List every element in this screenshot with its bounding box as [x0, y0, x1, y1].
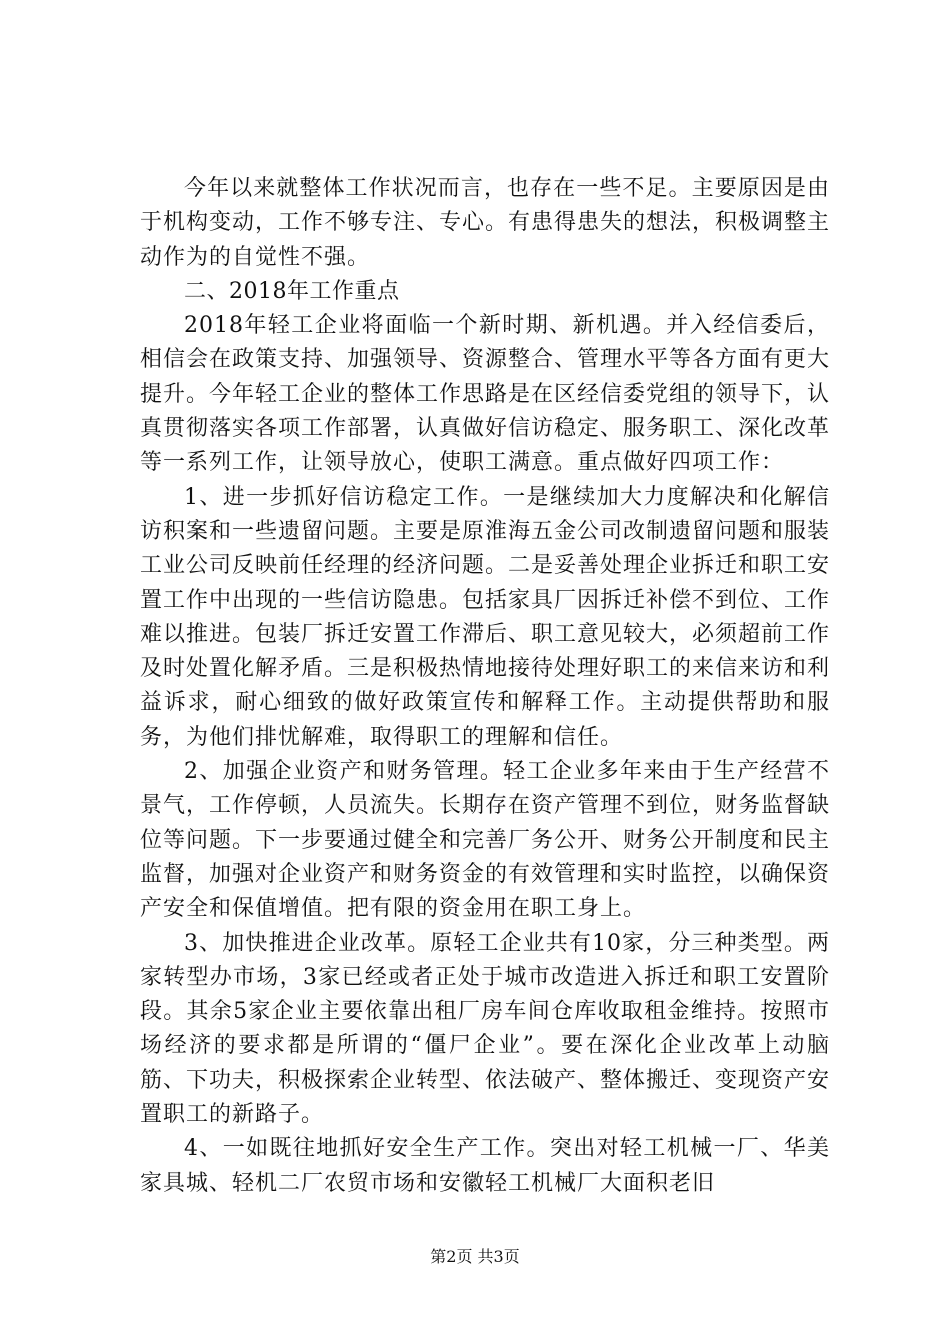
- paragraph-item-4-safety-production: 4、一如既往地抓好安全生产工作。突出对轻工机械一厂、华美家具城、轻机二厂农贸市场和安徽轻工机械厂大面积老旧: [140, 1136, 830, 1196]
- section-heading-2018-priorities: 二、2018年工作重点: [184, 278, 400, 304]
- paragraph-item-1-petition-stability: 1、进一步抓好信访稳定工作。一是继续加大力度解决和化解信访积案和一些遗留问题。主要是原淮海五金公司改制遗留问题和服装工业公司反映前任经理的经济问题。二是妥善处理企业拆迁和职工安置工作中出现的一些信访隐患。包括家具厂因拆迁补偿不到位、工作难以推进。包装厂拆迁安置工作滞后、职工意见较大，必须超前工作及时处置化解矛盾。三是积极热情地接待处理好职工的来信来访和利益诉求，耐心细致的做好政策宣传和解释工作。主动提供帮助和服务，为他们排忧解难，取得职工的理解和信任。: [140, 484, 831, 750]
- paragraph-item-3-enterprise-reform: 3、加快推进企业改革。原轻工企业共有10家，分三种类型。两家转型办市场，3家已经或者正处于城市改造进入拆迁和职工安置阶段。其余5家企业主要依靠出租厂房车间仓库收取租金维持。按照市场经济的要求都是所谓的“僵尸企业”。要在深化企业改革上动脑筋、下功夫，积极探索企业转型、依法破产、整体搬迁、变现资产安置职工的新路子。: [140, 930, 831, 1128]
- page-number-footer: 第2页 共3页: [430, 1247, 520, 1266]
- document-body: [140, 172, 830, 1201]
- paragraph-shortcomings: 今年以来就整体工作状况而言，也存在一些不足。主要原因是由于机构变动，工作不够专注、专心。有患得患失的想法，积极调整主动作为的自觉性不强。: [140, 176, 831, 270]
- paragraph-item-2-asset-finance: 2、加强企业资产和财务管理。轻工企业多年来由于生产经营不景气，工作停顿，人员流失。长期存在资产管理不到位，财务监督缺位等问题。下一步要通过健全和完善厂务公开、财务公开制度和民主监督，加强对企业资产和财务资金的有效管理和实时监控，以确保资产安全和保值增值。把有限的资金用在职工身上。: [140, 759, 831, 922]
- paragraph-2018-outlook: 2018年轻工企业将面临一个新时期、新机遇。并入经信委后，相信会在政策支持、加强领导、资源整合、管理水平等各方面有更大提升。今年轻工企业的整体工作思路是在区经信委党组的领导下，认真贯彻落实各项工作部署，认真做好信访稳定、服务职工、深化改革等一系列工作，让领导放心，使职工满意。重点做好四项工作：: [140, 313, 831, 476]
